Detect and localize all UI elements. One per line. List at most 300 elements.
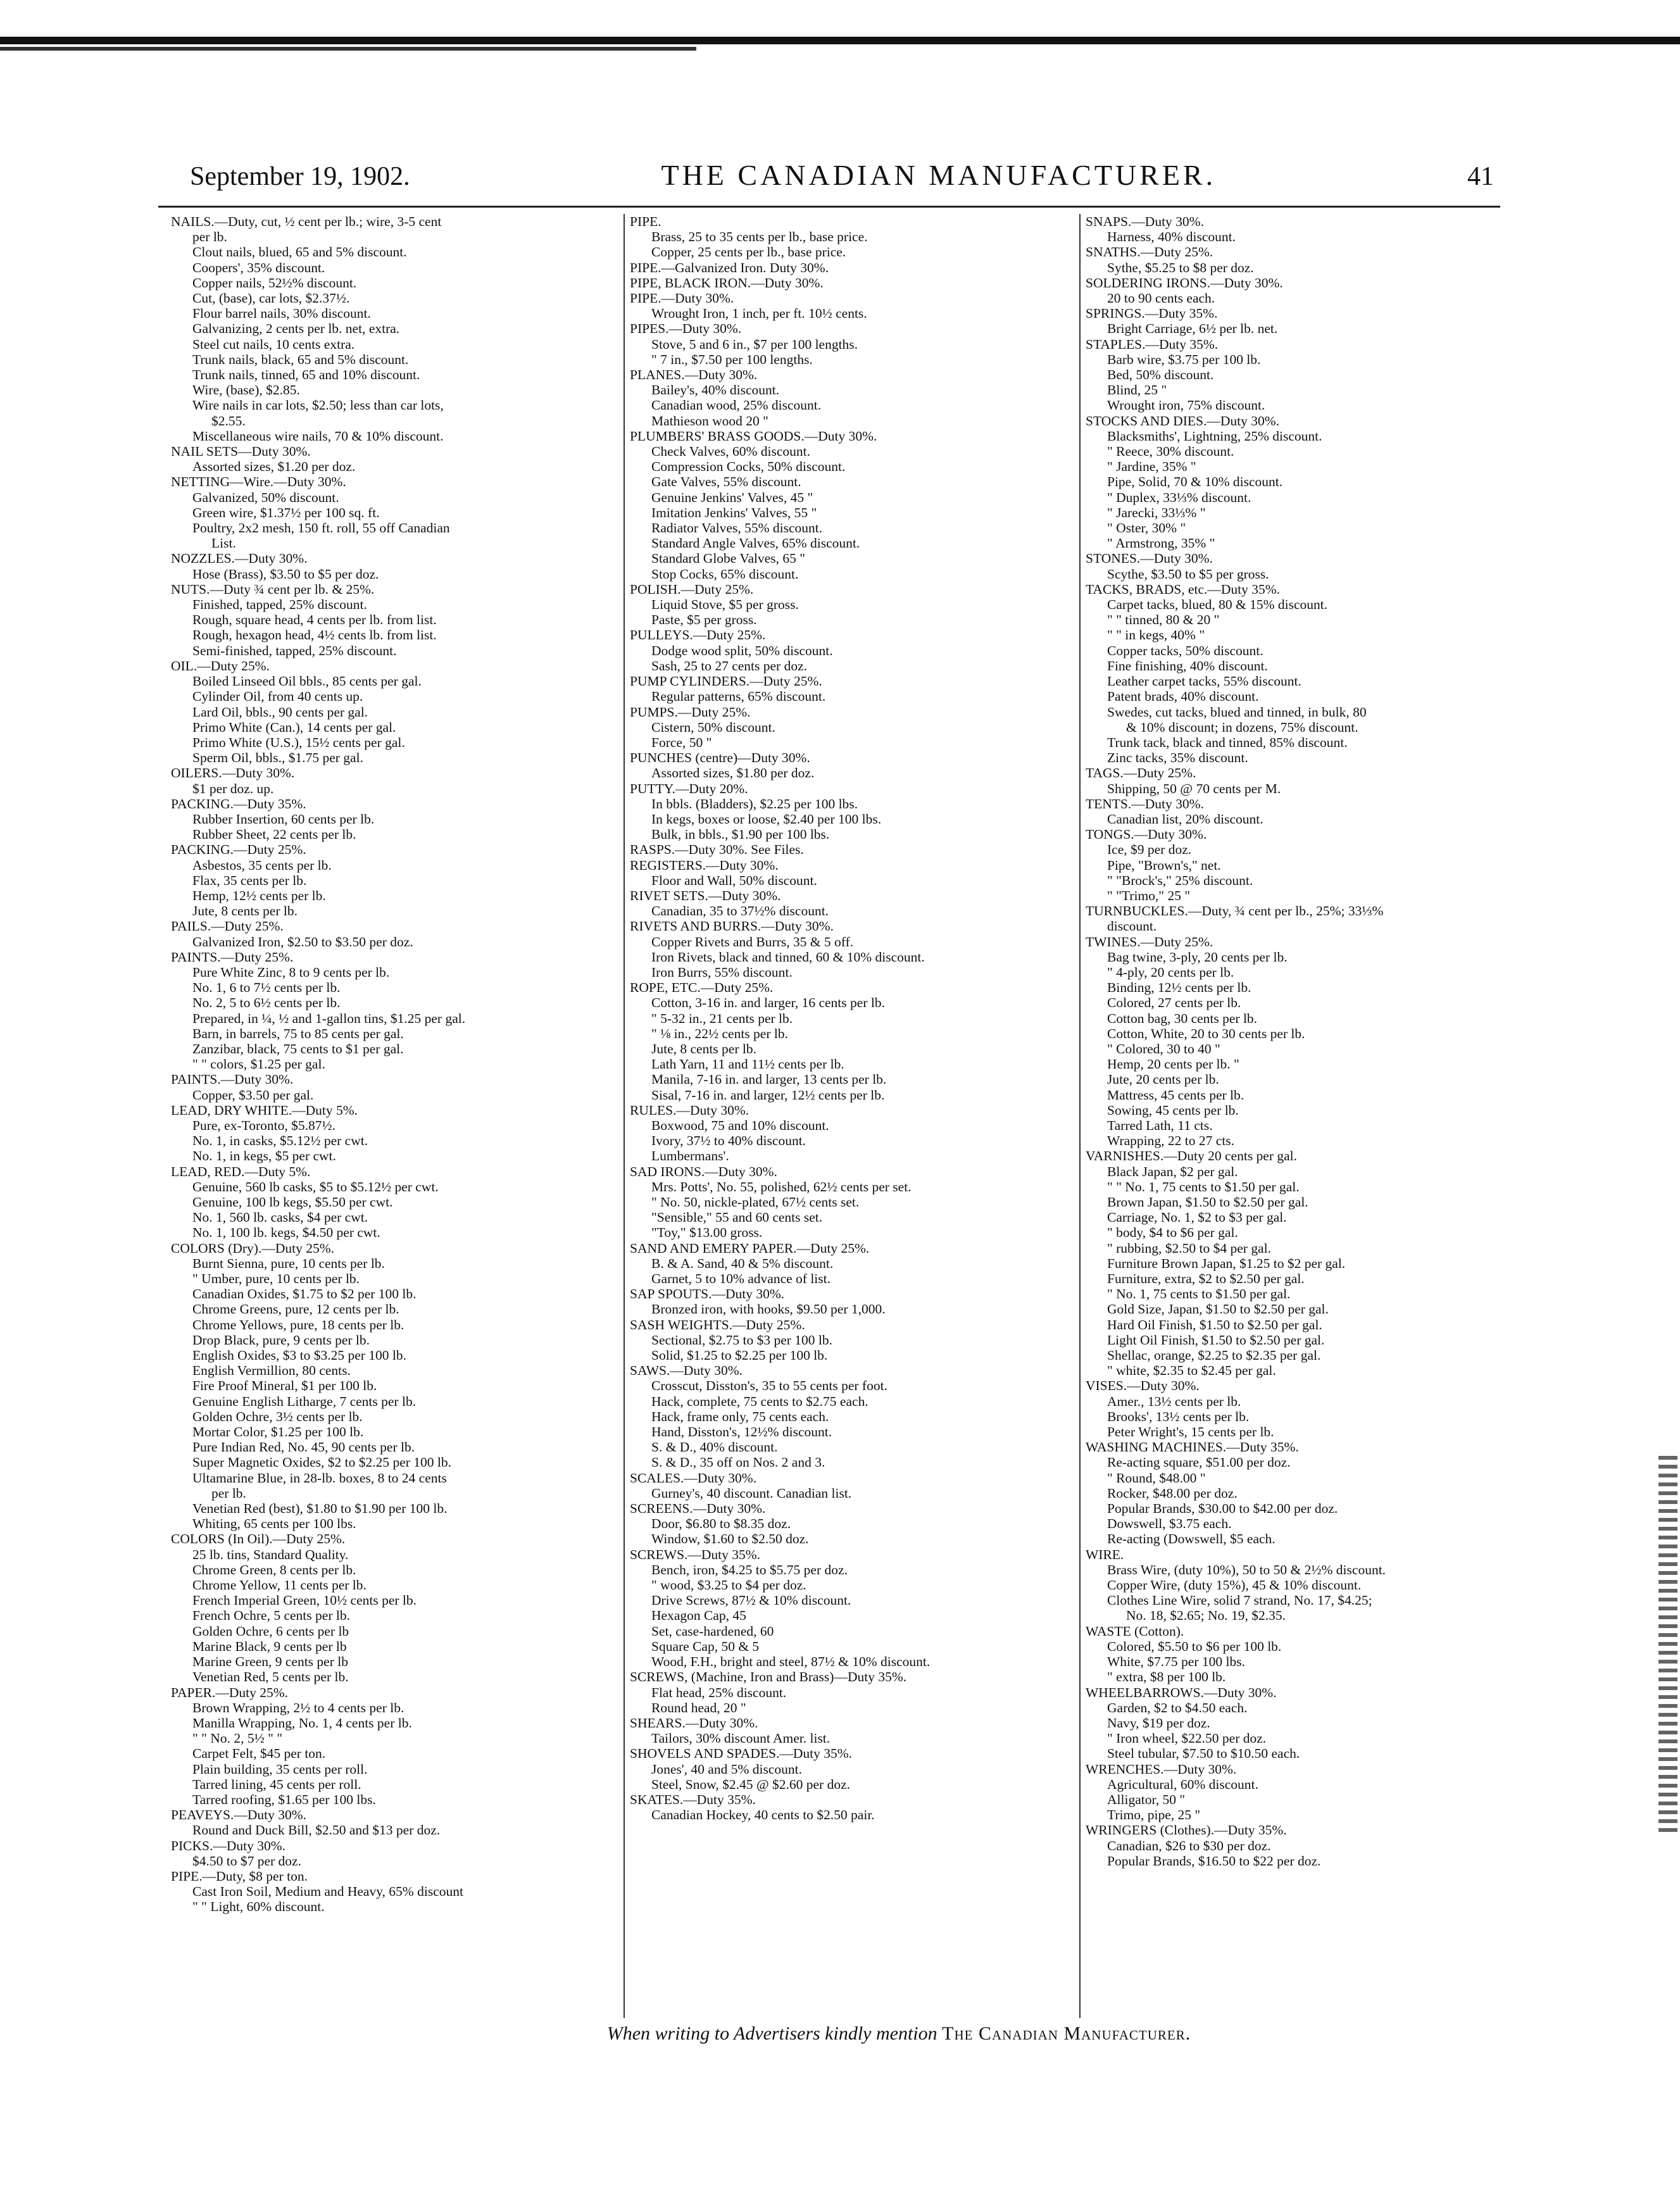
price-entry: " " No. 1, 75 cents to $1.50 per gal. xyxy=(1107,1179,1300,1194)
price-entry: Force, 50 " xyxy=(651,734,712,750)
price-entry: Drive Screws, 87½ & 10% discount. xyxy=(651,1593,851,1608)
price-entry: Iron Burrs, 55% discount. xyxy=(651,964,793,980)
category-heading: NUTS.—Duty ¾ cent per lb. & 25%. xyxy=(171,581,375,597)
footer-publication: The Canadian Manufacturer. xyxy=(942,2023,1191,2044)
price-entry: Boiled Linseed Oil bbls., 85 cents per gal. xyxy=(192,674,422,689)
price-entry: White, $7.75 per 100 lbs. xyxy=(1107,1654,1245,1670)
category-heading: PUNCHES (centre)—Duty 30%. xyxy=(630,750,810,766)
category-heading: TONGS.—Duty 30%. xyxy=(1086,827,1207,843)
price-entry: Wrought Iron, 1 inch, per ft. 10½ cents. xyxy=(651,306,867,322)
price-entry: Hack, complete, 75 cents to $2.75 each. xyxy=(651,1393,868,1409)
price-entry: Wire, (base), $2.85. xyxy=(192,382,300,398)
price-entry: Trimo, pipe, 25 " xyxy=(1107,1807,1201,1823)
price-entry: 20 to 90 cents each. xyxy=(1107,291,1215,306)
price-entry: " "Brock's," 25% discount. xyxy=(1107,872,1253,888)
category-heading: PUTTY.—Duty 20%. xyxy=(630,780,748,796)
category-heading: LEAD, DRY WHITE.—Duty 5%. xyxy=(171,1102,358,1118)
price-entry: Canadian, 35 to 37½% discount. xyxy=(651,903,829,919)
price-entry: Door, $6.80 to $8.35 doz. xyxy=(651,1516,791,1532)
price-entry: " body, $4 to $6 per gal. xyxy=(1107,1225,1238,1241)
price-entry: Jones', 40 and 5% discount. xyxy=(651,1761,802,1777)
price-entry: In kegs, boxes or loose, $2.40 per 100 lbs. xyxy=(651,811,882,827)
category-heading: PIPE.—Galvanized Iron. Duty 30%. xyxy=(630,260,829,275)
price-entry: Brass, 25 to 35 cents per lb., base price. xyxy=(651,229,868,245)
price-entry: " Umber, pure, 10 cents per lb. xyxy=(192,1271,360,1287)
price-entry: Pure Indian Red, No. 45, 90 cents per lb. xyxy=(192,1439,415,1455)
price-entry: Brown Wrapping, 2½ to 4 cents per lb. xyxy=(192,1700,404,1715)
price-entry: Light Oil Finish, $1.50 to $2.50 per gal. xyxy=(1107,1332,1325,1348)
category-heading: SAP SPOUTS.—Duty 30%. xyxy=(630,1286,785,1302)
price-entry: Lath Yarn, 11 and 11½ cents per lb. xyxy=(651,1056,844,1072)
price-entry: " extra, $8 per 100 lb. xyxy=(1107,1669,1226,1685)
category-heading: NAILS.—Duty, cut, ½ cent per lb.; wire, 3-5 cent xyxy=(171,214,442,229)
category-heading: PAILS.—Duty 25%. xyxy=(171,918,284,934)
page-top-border xyxy=(0,25,1680,61)
category-heading: SNATHS.—Duty 25%. xyxy=(1086,244,1213,260)
price-entry: Tarred lining, 45 cents per roll. xyxy=(192,1776,361,1792)
price-entry: Canadian Hockey, 40 cents to $2.50 pair. xyxy=(651,1807,875,1823)
price-entry: Venetian Red (best), $1.80 to $1.90 per 100 lb. xyxy=(192,1501,448,1517)
category-heading: TENTS.—Duty 30%. xyxy=(1086,796,1204,812)
price-entry: Pipe, Solid, 70 & 10% discount. xyxy=(1107,474,1283,490)
price-entry: Poultry, 2x2 mesh, 150 ft. roll, 55 off Canadian xyxy=(192,520,450,536)
price-entry: $2.55. xyxy=(211,413,246,429)
price-entry: Binding, 12½ cents per lb. xyxy=(1107,980,1251,996)
category-heading: SCREWS.—Duty 35%. xyxy=(630,1546,761,1562)
category-heading: WASHING MACHINES.—Duty 35%. xyxy=(1086,1439,1299,1455)
price-entry: Lumbermans'. xyxy=(651,1148,729,1164)
category-heading: NOZZLES.—Duty 30%. xyxy=(171,551,308,567)
category-heading: RIVET SETS.—Duty 30%. xyxy=(630,887,781,903)
category-heading: WRENCHES.—Duty 30%. xyxy=(1086,1761,1237,1777)
price-entry: Swedes, cut tacks, blued and tinned, in bulk, 80 xyxy=(1107,704,1367,720)
category-heading: PUMP CYLINDERS.—Duty 25%. xyxy=(630,674,822,689)
price-entry: S. & D., 40% discount. xyxy=(651,1439,778,1455)
price-entry: Iron Rivets, black and tinned, 60 & 10% discount. xyxy=(651,949,925,965)
category-heading: VARNISHES.—Duty 20 cents per gal. xyxy=(1086,1148,1298,1164)
price-entry: Canadian, $26 to $30 per doz. xyxy=(1107,1838,1271,1853)
price-entry: Hard Oil Finish, $1.50 to $2.50 per gal. xyxy=(1107,1317,1322,1332)
column-right xyxy=(1086,214,1532,2018)
price-entry: Wood, F.H., bright and steel, 87½ & 10% discount. xyxy=(651,1654,931,1670)
price-entry: Boxwood, 75 and 10% discount. xyxy=(651,1117,829,1133)
price-entry: Chrome Green, 8 cents per lb. xyxy=(192,1562,356,1577)
price-entry: Jute, 20 cents per lb. xyxy=(1107,1072,1219,1087)
price-entry: Super Magnetic Oxides, $2 to $2.25 per 100 lb. xyxy=(192,1455,452,1470)
price-entry: Tarred Lath, 11 cts. xyxy=(1107,1117,1213,1133)
page-number: 41 xyxy=(1467,162,1494,191)
category-heading: PICKS.—Duty 30%. xyxy=(171,1838,285,1853)
price-entry: Miscellaneous wire nails, 70 & 10% discount. xyxy=(192,428,444,444)
price-entry: Chrome Yellow, 11 cents per lb. xyxy=(192,1577,367,1593)
price-entry: Genuine English Litharge, 7 cents per lb. xyxy=(192,1393,417,1409)
price-entry: Plain building, 35 cents per roll. xyxy=(192,1761,368,1777)
price-entry: Jute, 8 cents per lb. xyxy=(651,1041,756,1056)
category-heading: PLUMBERS' BRASS GOODS.—Duty 30%. xyxy=(630,428,877,444)
category-heading: SCALES.—Duty 30%. xyxy=(630,1470,757,1486)
price-entry: Copper Rivets and Burrs, 35 & 5 off. xyxy=(651,934,854,949)
price-entry: No. 18, $2.65; No. 19, $2.35. xyxy=(1126,1608,1286,1624)
price-entry: Copper nails, 52½% discount. xyxy=(192,275,357,291)
header-rule xyxy=(158,206,1500,208)
price-entry: No. 2, 5 to 6½ cents per lb. xyxy=(192,995,341,1011)
price-entry: Shipping, 50 @ 70 cents per M. xyxy=(1107,780,1281,796)
price-entry: Tarred roofing, $1.65 per 100 lbs. xyxy=(192,1791,376,1807)
price-entry: " Oster, 30% " xyxy=(1107,520,1186,536)
category-heading: NAIL SETS—Duty 30%. xyxy=(171,444,311,460)
price-entry: Set, case-hardened, 60 xyxy=(651,1623,774,1639)
price-entry: Sash, 25 to 27 cents per doz. xyxy=(651,658,808,674)
price-entry: Bright Carriage, 6½ per lb. net. xyxy=(1107,321,1278,337)
category-heading: PAINTS.—Duty 30%. xyxy=(171,1072,294,1087)
price-entry: " 4-ply, 20 cents per lb. xyxy=(1107,964,1234,980)
price-entry: Manilla Wrapping, No. 1, 4 cents per lb. xyxy=(192,1715,412,1731)
price-entry: Canadian list, 20% discount. xyxy=(1107,811,1263,827)
price-entry: $4.50 to $7 per doz. xyxy=(192,1853,301,1869)
price-entry: Gold Size, Japan, $1.50 to $2.50 per gal. xyxy=(1107,1301,1329,1317)
price-entry: Asbestos, 35 cents per lb. xyxy=(192,857,332,873)
price-entry: English Vermillion, 80 cents. xyxy=(192,1363,351,1379)
price-entry: B. & A. Sand, 40 & 5% discount. xyxy=(651,1255,834,1271)
category-heading: SAWS.—Duty 30%. xyxy=(630,1363,743,1379)
price-entry: Bailey's, 40% discount. xyxy=(651,382,780,398)
category-heading: OIL.—Duty 25%. xyxy=(171,658,270,674)
price-entry: " Duplex, 33⅓% discount. xyxy=(1107,489,1251,505)
price-entry: Harness, 40% discount. xyxy=(1107,229,1236,245)
price-entry: Garnet, 5 to 10% advance of list. xyxy=(651,1271,831,1287)
price-entry: Assorted sizes, $1.20 per doz. xyxy=(192,459,356,475)
price-entry: Re-acting (Dowswell, $5 each. xyxy=(1107,1531,1276,1547)
category-heading: PAPER.—Duty 25%. xyxy=(171,1684,288,1700)
page-header xyxy=(190,158,1494,203)
category-heading: SOLDERING IRONS.—Duty 30%. xyxy=(1086,275,1283,291)
price-entry: Burnt Sienna, pure, 10 cents per lb. xyxy=(192,1255,385,1271)
price-entry: Rocker, $48.00 per doz. xyxy=(1107,1485,1238,1501)
price-entry: " " colors, $1.25 per gal. xyxy=(192,1056,325,1072)
category-heading: POLISH.—Duty 25%. xyxy=(630,581,754,597)
price-entry: Fire Proof Mineral, $1 per 100 lb. xyxy=(192,1378,377,1394)
price-entry: " Jarecki, 33⅓% " xyxy=(1107,504,1206,520)
price-entry: Copper Wire, (duty 15%), 45 & 10% discount. xyxy=(1107,1577,1362,1593)
price-entry: Sisal, 7-16 in. and larger, 12½ cents per lb. xyxy=(651,1087,885,1103)
category-heading: STONES.—Duty 30%. xyxy=(1086,551,1213,567)
issue-date: September 19, 1902. xyxy=(190,162,410,191)
price-entry: Black Japan, $2 per gal. xyxy=(1107,1163,1238,1179)
price-entry: Mortar Color, $1.25 per 100 lb. xyxy=(192,1424,364,1440)
price-entry: Hemp, 20 cents per lb. " xyxy=(1107,1056,1239,1072)
price-entry: " ⅛ in., 22½ cents per lb. xyxy=(651,1025,788,1041)
category-heading: TURNBUCKLES.—Duty, ¾ cent per lb., 25%; 33⅓% xyxy=(1086,903,1384,919)
price-entry: Prepared, in ¼, ½ and 1-gallon tins, $1.25 per gal. xyxy=(192,1010,466,1026)
price-entry: 25 lb. tins, Standard Quality. xyxy=(192,1546,349,1562)
price-entry: Stop Cocks, 65% discount. xyxy=(651,566,799,582)
price-entry: Semi-finished, tapped, 25% discount. xyxy=(192,642,397,658)
price-entry: English Oxides, $3 to $3.25 per 100 lb. xyxy=(192,1348,407,1363)
category-heading: ROPE, ETC.—Duty 25%. xyxy=(630,980,774,996)
category-heading: SPRINGS.—Duty 35%. xyxy=(1086,306,1218,322)
category-heading: SNAPS.—Duty 30%. xyxy=(1086,214,1204,229)
price-entry: Venetian Red, 5 cents per lb. xyxy=(192,1669,349,1685)
price-entry: Green wire, $1.37½ per 100 sq. ft. xyxy=(192,504,380,520)
price-entry: Manila, 7-16 in. and larger, 13 cents per lb. xyxy=(651,1072,887,1087)
price-entry: Blind, 25 " xyxy=(1107,382,1167,398)
price-entry: French Ochre, 5 cents per lb. xyxy=(192,1608,350,1624)
column-divider xyxy=(1079,214,1081,2018)
price-entry: No. 1, in kegs, $5 per cwt. xyxy=(192,1148,336,1164)
price-entry: Leather carpet tacks, 55% discount. xyxy=(1107,674,1301,689)
price-entry: Rough, square head, 4 cents per lb. from list. xyxy=(192,612,437,628)
price-entry: Liquid Stove, $5 per gross. xyxy=(651,597,799,613)
price-entry: Dodge wood split, 50% discount. xyxy=(651,642,833,658)
price-entry: " " in kegs, 40% " xyxy=(1107,627,1205,643)
column-middle xyxy=(630,214,1081,2018)
price-entry: Clothes Line Wire, solid 7 strand, No. 17, $4.25; xyxy=(1107,1593,1372,1608)
publication-title: THE CANADIAN MANUFACTURER. xyxy=(661,159,1217,191)
price-entry: " Reece, 30% discount. xyxy=(1107,444,1234,460)
price-entry: Carpet tacks, blued, 80 & 15% discount. xyxy=(1107,597,1328,613)
price-entry: "Sensible," 55 and 60 cents set. xyxy=(651,1210,823,1225)
category-heading: SAND AND EMERY PAPER.—Duty 25%. xyxy=(630,1240,870,1256)
price-entry: " " No. 2, 5½ " " xyxy=(192,1731,283,1746)
price-entry: No. 1, 6 to 7½ cents per lb. xyxy=(192,980,341,996)
price-entry: " " Light, 60% discount. xyxy=(192,1899,325,1915)
price-entry: Mattress, 45 cents per lb. xyxy=(1107,1087,1244,1103)
price-entry: Chrome Greens, pure, 12 cents per lb. xyxy=(192,1301,399,1317)
category-heading: PUMPS.—Duty 25%. xyxy=(630,704,751,720)
price-entry: Brass Wire, (duty 10%), 50 to 50 & 2½% discount. xyxy=(1107,1562,1386,1577)
price-entry: Carpet Felt, $45 per ton. xyxy=(192,1746,326,1762)
price-entry: Shellac, orange, $2.25 to $2.35 per gal. xyxy=(1107,1348,1321,1363)
price-entry: Canadian Oxides, $1.75 to $2 per 100 lb. xyxy=(192,1286,417,1302)
category-heading: LEAD, RED.—Duty 5%. xyxy=(171,1163,311,1179)
price-entry: Rubber Sheet, 22 cents per lb. xyxy=(192,827,356,843)
category-heading: PEAVEYS.—Duty 30%. xyxy=(171,1807,307,1823)
category-heading: VISES.—Duty 30%. xyxy=(1086,1378,1200,1394)
price-entry: Pipe, "Brown's," net. xyxy=(1107,857,1221,873)
price-entry: " Round, $48.00 " xyxy=(1107,1470,1206,1486)
price-entry: Galvanized Iron, $2.50 to $3.50 per doz. xyxy=(192,934,413,949)
price-entry: Clout nails, blued, 65 and 5% discount. xyxy=(192,244,407,260)
price-entry: Marine Green, 9 cents per lb xyxy=(192,1654,348,1670)
price-entry: Golden Ochre, 3½ cents per lb. xyxy=(192,1408,363,1424)
category-heading: PACKING.—Duty 35%. xyxy=(171,796,306,812)
price-entry: " No. 1, 75 cents to $1.50 per gal. xyxy=(1107,1286,1291,1302)
category-heading: WASTE (Cotton). xyxy=(1086,1623,1184,1639)
category-heading: PIPE, BLACK IRON.—Duty 30%. xyxy=(630,275,824,291)
price-entry: Compression Cocks, 50% discount. xyxy=(651,459,846,475)
price-entry: " wood, $3.25 to $4 per doz. xyxy=(651,1577,806,1593)
category-heading: RULES.—Duty 30%. xyxy=(630,1102,749,1118)
price-entry: List. xyxy=(211,536,236,551)
category-heading: REGISTERS.—Duty 30%. xyxy=(630,857,779,873)
category-heading: PIPES.—Duty 30%. xyxy=(630,321,742,337)
price-entry: $1 per doz. up. xyxy=(192,780,274,796)
category-heading: TWINES.—Duty 25%. xyxy=(1086,934,1213,949)
price-entry: Ultamarine Blue, in 28-lb. boxes, 8 to 24 cents xyxy=(192,1470,447,1486)
price-entry: Primo White (Can.), 14 cents per gal. xyxy=(192,719,396,735)
price-entry: " 7 in., $7.50 per 100 lengths. xyxy=(651,351,813,367)
price-entry: Brown Japan, $1.50 to $2.50 per gal. xyxy=(1107,1194,1308,1210)
price-entry: Sowing, 45 cents per lb. xyxy=(1107,1102,1239,1118)
price-entry: Zanzibar, black, 75 cents to $1 per gal. xyxy=(192,1041,404,1056)
price-entry: Sectional, $2.75 to $3 per 100 lb. xyxy=(651,1332,833,1348)
price-entry: Blacksmiths', Lightning, 25% discount. xyxy=(1107,428,1322,444)
price-entry: Rough, hexagon head, 4½ cents lb. from list. xyxy=(192,627,437,643)
price-entry: " white, $2.35 to $2.45 per gal. xyxy=(1107,1363,1276,1379)
category-heading: COLORS (In Oil).—Duty 25%. xyxy=(171,1531,346,1547)
price-entry: Cotton bag, 30 cents per lb. xyxy=(1107,1010,1258,1026)
category-heading: COLORS (Dry).—Duty 25%. xyxy=(171,1240,334,1256)
price-entry: Zinc tacks, 35% discount. xyxy=(1107,750,1248,766)
price-entry: Rubber Insertion, 60 cents per lb. xyxy=(192,811,375,827)
price-entry: Barn, in barrels, 75 to 85 cents per gal. xyxy=(192,1025,404,1041)
price-entry: Scythe, $3.50 to $5 per gross. xyxy=(1107,566,1269,582)
price-entry: Bronzed iron, with hooks, $9.50 per 1,000. xyxy=(651,1301,886,1317)
price-entry: French Imperial Green, 10½ cents per lb. xyxy=(192,1593,417,1608)
price-entry: Golden Ochre, 6 cents per lb xyxy=(192,1623,349,1639)
price-entry: Primo White (U.S.), 15½ cents per gal. xyxy=(192,734,405,750)
price-entry: Hand, Disston's, 12½% discount. xyxy=(651,1424,832,1440)
price-entry: Copper, 25 cents per lb., base price. xyxy=(651,244,846,260)
price-entry: Sperm Oil, bbls., $1.75 per gal. xyxy=(192,750,363,766)
price-entry: Wire nails in car lots, $2.50; less than car lots, xyxy=(192,398,444,413)
price-entry: Gate Valves, 55% discount. xyxy=(651,474,801,490)
price-entry: Steel tubular, $7.50 to $10.50 each. xyxy=(1107,1746,1300,1762)
scan-edge-mark xyxy=(1658,1456,1677,1836)
price-entry: Steel, Snow, $2.45 @ $2.60 per doz. xyxy=(651,1776,850,1792)
price-entry: Bed, 50% discount. xyxy=(1107,367,1214,383)
price-entry: " 5-32 in., 21 cents per lb. xyxy=(651,1010,793,1026)
category-heading: STOCKS AND DIES.—Duty 30%. xyxy=(1086,413,1280,429)
price-entry: Re-acting square, $51.00 per doz. xyxy=(1107,1455,1291,1470)
price-entry: Gurney's, 40 discount. Canadian list. xyxy=(651,1485,852,1501)
price-entry: Brooks', 13½ cents per lb. xyxy=(1107,1408,1250,1424)
category-heading: SCREENS.—Duty 30%. xyxy=(630,1501,766,1517)
price-entry: Trunk nails, tinned, 65 and 10% discount. xyxy=(192,367,420,383)
price-entry: Colored, $5.50 to $6 per 100 lb. xyxy=(1107,1638,1282,1654)
price-entry: Wrought iron, 75% discount. xyxy=(1107,398,1265,413)
price-entry: Assorted sizes, $1.80 per doz. xyxy=(651,765,815,781)
price-entry: Hexagon Cap, 45 xyxy=(651,1608,746,1624)
price-entry: Standard Globe Valves, 65 " xyxy=(651,551,806,567)
category-heading: PIPE.—Duty, $8 per ton. xyxy=(171,1868,308,1884)
price-list xyxy=(171,214,1532,2018)
scan-streak xyxy=(0,47,696,51)
price-entry: Lard Oil, bbls., 90 cents per gal. xyxy=(192,704,368,720)
price-entry: Genuine, 100 lb kegs, $5.50 per cwt. xyxy=(192,1194,393,1210)
price-entry: Popular Brands, $30.00 to $42.00 per doz. xyxy=(1107,1501,1338,1517)
category-heading: NETTING—Wire.—Duty 30%. xyxy=(171,474,346,490)
category-heading: PIPE.—Duty 30%. xyxy=(630,291,734,306)
price-entry: No. 1, in casks, $5.12½ per cwt. xyxy=(192,1133,368,1149)
price-entry: Finished, tapped, 25% discount. xyxy=(192,597,367,613)
price-entry: Agricultural, 60% discount. xyxy=(1107,1776,1258,1792)
price-entry: Paste, $5 per gross. xyxy=(651,612,757,628)
category-heading: RASPS.—Duty 30%. See Files. xyxy=(630,842,804,858)
price-entry: Standard Angle Valves, 65% discount. xyxy=(651,536,860,551)
price-entry: Check Valves, 60% discount. xyxy=(651,444,810,460)
price-entry: Barb wire, $3.75 per 100 lb. xyxy=(1107,351,1261,367)
price-entry: Square Cap, 50 & 5 xyxy=(651,1638,760,1654)
price-entry: Bag twine, 3-ply, 20 cents per lb. xyxy=(1107,949,1288,965)
category-heading: SASH WEIGHTS.—Duty 25%. xyxy=(630,1317,805,1332)
price-entry: Whiting, 65 cents per 100 lbs. xyxy=(192,1516,356,1532)
footer-prefix: When writing to Advertisers kindly mention xyxy=(606,2023,943,2044)
category-heading: TAGS.—Duty 25%. xyxy=(1086,765,1196,781)
price-entry: Ice, $9 per doz. xyxy=(1107,842,1192,858)
price-entry: " "Trimo," 25 " xyxy=(1107,887,1191,903)
price-entry: Cotton, White, 20 to 30 cents per lb. xyxy=(1107,1025,1305,1041)
category-heading: PACKING.—Duty 25%. xyxy=(171,842,306,858)
price-entry: Bulk, in bbls., $1.90 per 100 lbs. xyxy=(651,827,830,843)
price-entry: Galvanized, 50% discount. xyxy=(192,489,339,505)
price-entry: Mathieson wood 20 " xyxy=(651,413,768,429)
price-entry: Copper, $3.50 per gal. xyxy=(192,1087,314,1103)
price-entry: " No. 50, nickle-plated, 67½ cents set. xyxy=(651,1194,860,1210)
category-heading: RIVETS AND BURRS.—Duty 30%. xyxy=(630,918,834,934)
category-heading: SHEARS.—Duty 30%. xyxy=(630,1715,758,1731)
price-entry: Regular patterns, 65% discount. xyxy=(651,689,826,705)
price-entry: Jute, 8 cents per lb. xyxy=(192,903,298,919)
column-divider xyxy=(624,214,625,2018)
category-heading: WIRE. xyxy=(1086,1546,1124,1562)
price-entry: Imitation Jenkins' Valves, 55 " xyxy=(651,504,817,520)
price-entry: Mrs. Potts', No. 55, polished, 62½ cents per set. xyxy=(651,1179,912,1194)
price-entry: Cast Iron Soil, Medium and Heavy, 65% discount xyxy=(192,1884,463,1900)
price-entry: Hose (Brass), $3.50 to $5 per doz. xyxy=(192,566,379,582)
price-entry: Tailors, 30% discount Amer. list. xyxy=(651,1731,831,1746)
price-entry: Solid, $1.25 to $2.25 per 100 lb. xyxy=(651,1348,828,1363)
category-heading: PULLEYS.—Duty 25%. xyxy=(630,627,766,643)
price-entry: " Iron wheel, $22.50 per doz. xyxy=(1107,1731,1267,1746)
category-heading: TACKS, BRADS, etc.—Duty 35%. xyxy=(1086,581,1281,597)
price-entry: No. 1, 100 lb. kegs, $4.50 per cwt. xyxy=(192,1225,380,1241)
price-entry: Carriage, No. 1, $2 to $3 per gal. xyxy=(1107,1210,1287,1225)
price-entry: Cotton, 3-16 in. and larger, 16 cents per lb. xyxy=(651,995,885,1011)
price-entry: Cylinder Oil, from 40 cents up. xyxy=(192,689,363,705)
price-entry: Stove, 5 and 6 in., $7 per 100 lengths. xyxy=(651,336,858,352)
price-entry: Genuine, 560 lb casks, $5 to $5.12½ per cwt. xyxy=(192,1179,439,1194)
price-entry: per lb. xyxy=(192,229,227,245)
price-entry: Trunk nails, black, 65 and 5% discount. xyxy=(192,351,409,367)
price-entry: Bench, iron, $4.25 to $5.75 per doz. xyxy=(651,1562,848,1577)
price-entry: Wrapping, 22 to 27 cts. xyxy=(1107,1133,1234,1149)
price-entry: Popular Brands, $16.50 to $22 per doz. xyxy=(1107,1853,1321,1869)
price-entry: Flax, 35 cents per lb. xyxy=(192,872,307,888)
price-entry: Navy, $19 per doz. xyxy=(1107,1715,1210,1731)
price-entry: Amer., 13½ cents per lb. xyxy=(1107,1393,1241,1409)
price-entry: Garden, $2 to $4.50 each. xyxy=(1107,1700,1248,1715)
price-entry: Dowswell, $3.75 each. xyxy=(1107,1516,1232,1532)
price-entry: S. & D., 35 off on Nos. 2 and 3. xyxy=(651,1455,825,1470)
category-heading: SCREWS, (Machine, Iron and Brass)—Duty 35%. xyxy=(630,1669,907,1685)
price-entry: Hemp, 12½ cents per lb. xyxy=(192,887,326,903)
price-entry: Sythe, $5.25 to $8 per doz. xyxy=(1107,260,1254,275)
price-entry: " " tinned, 80 & 20 " xyxy=(1107,612,1220,628)
price-entry: No. 1, 560 lb. casks, $4 per cwt. xyxy=(192,1210,368,1225)
price-entry: discount. xyxy=(1107,918,1157,934)
price-entry: Floor and Wall, 50% discount. xyxy=(651,872,817,888)
price-entry: Window, $1.60 to $2.50 doz. xyxy=(651,1531,809,1547)
price-entry: Steel cut nails, 10 cents extra. xyxy=(192,336,355,352)
price-entry: Hack, frame only, 75 cents each. xyxy=(651,1408,829,1424)
price-entry: Pure White Zinc, 8 to 9 cents per lb. xyxy=(192,964,390,980)
column-left xyxy=(171,214,622,2018)
price-entry: Crosscut, Disston's, 35 to 55 cents per foot. xyxy=(651,1378,887,1394)
category-heading: OILERS.—Duty 30%. xyxy=(171,765,295,781)
price-entry: Peter Wright's, 15 cents per lb. xyxy=(1107,1424,1274,1440)
price-entry: In bbls. (Bladders), $2.25 per 100 lbs. xyxy=(651,796,858,812)
